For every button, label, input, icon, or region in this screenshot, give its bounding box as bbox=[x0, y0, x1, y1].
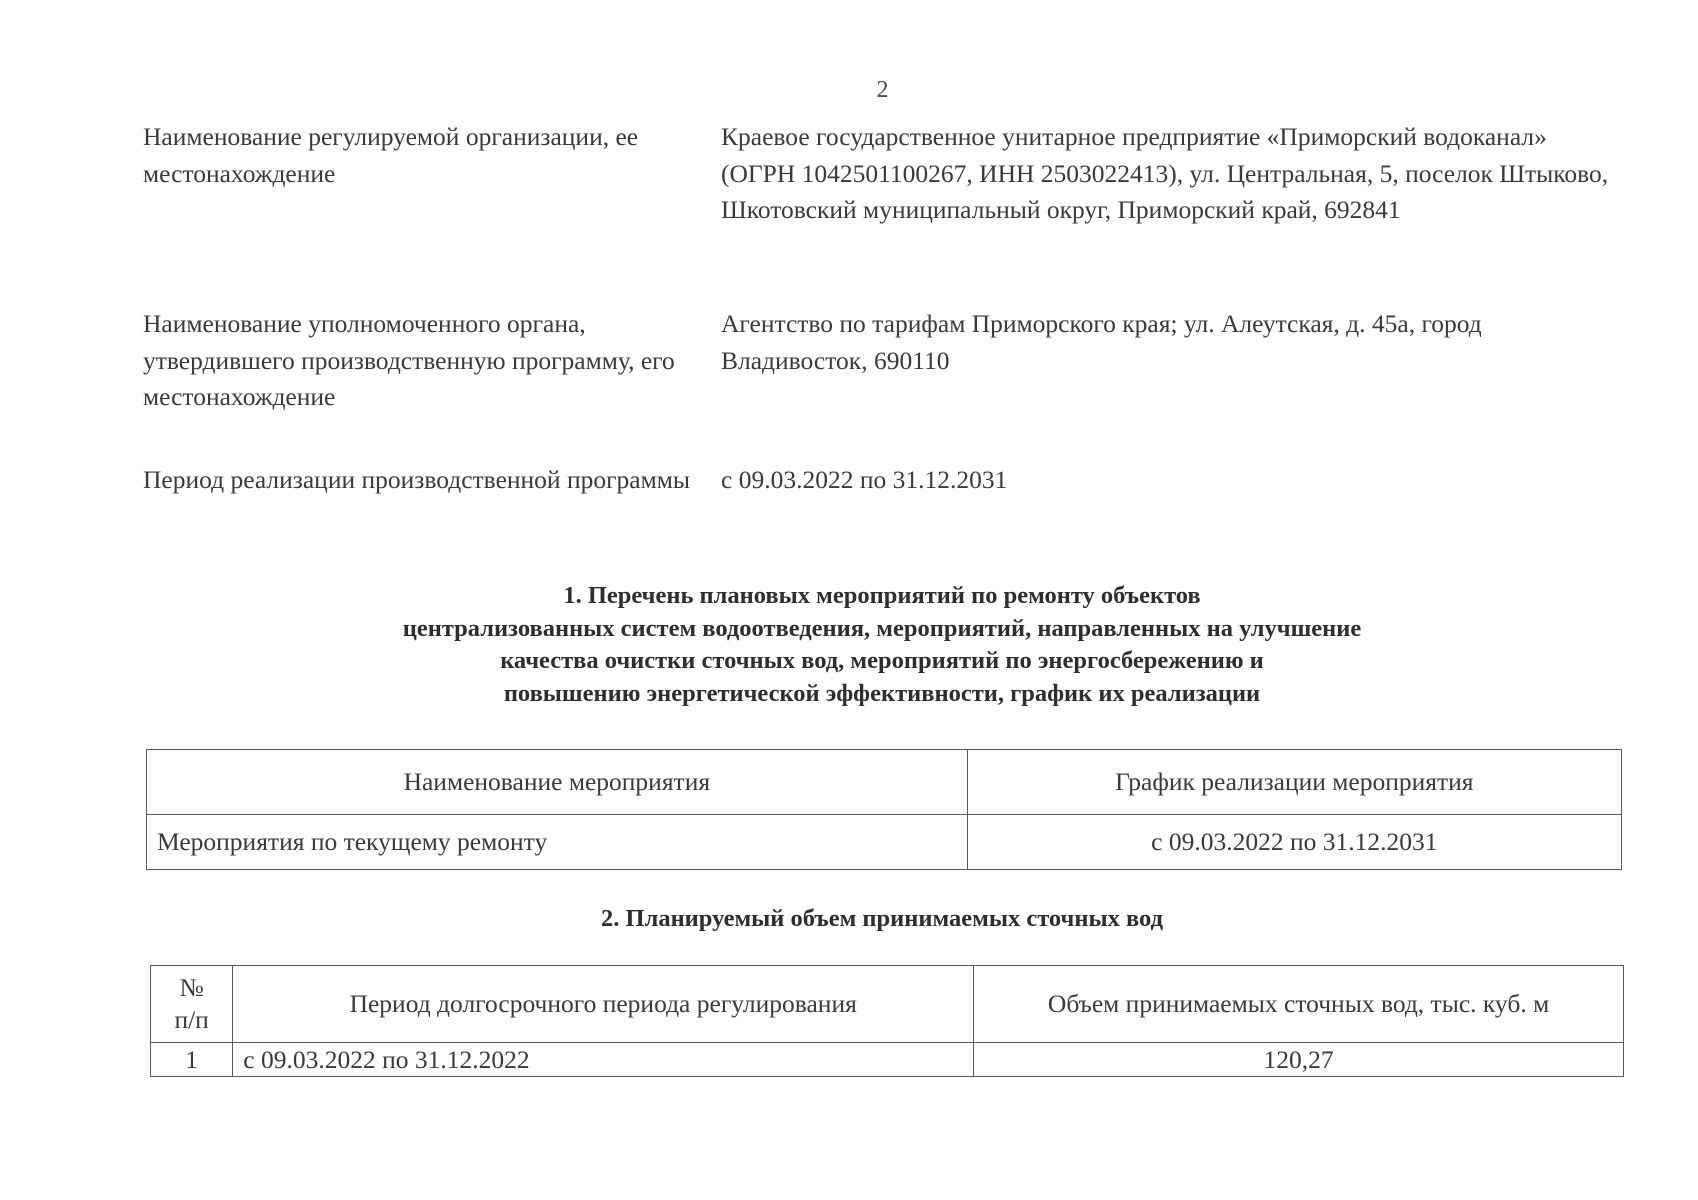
column-header-volume: Объем принимаемых сточных вод, тыс. куб. м bbox=[974, 966, 1624, 1043]
table-row bbox=[147, 815, 1622, 870]
info-value: с 09.03.2022 по 31.12.2031 bbox=[721, 465, 1008, 494]
info-value: Краевое государственное унитарное предприятие «Приморский водоканал» (ОГРН 1042501100267, ИНН 2503022413), ул. Центральная, 5, поселок Штыково, Шкотовский муниципальный округ, Приморский край, 692841 bbox=[721, 122, 1609, 224]
measures-table bbox=[146, 749, 1622, 870]
section-2-title: 2. Планируемый объем принимаемых сточных вод bbox=[601, 905, 1163, 932]
table-row bbox=[151, 1043, 1624, 1077]
column-header-number-line: п/п bbox=[174, 1005, 209, 1034]
table-header-row bbox=[147, 750, 1622, 815]
table-cell-measure-name: Мероприятия по текущему ремонту bbox=[147, 815, 968, 870]
column-header-number bbox=[151, 966, 233, 1043]
info-label: Период реализации производственной программы bbox=[143, 465, 691, 494]
table-cell-number: 1 bbox=[151, 1043, 233, 1077]
page-number: 2 bbox=[876, 77, 889, 103]
column-header-period: Период долгосрочного периода регулирования bbox=[233, 966, 974, 1043]
table-cell-volume: 120,27 bbox=[974, 1043, 1624, 1077]
info-label: Наименование уполномоченного органа, утвердившего производственную программу, его местонахождение bbox=[143, 309, 675, 411]
column-header-schedule: График реализации мероприятия bbox=[967, 750, 1621, 815]
section-1-title-line: повышению энергетической эффективности, график их реализации bbox=[503, 679, 1261, 707]
wastewater-volume-table bbox=[150, 965, 1624, 1077]
info-value: Агентство по тарифам Приморского края; ул. Алеутская, д. 45а, город Владивосток, 690110 bbox=[721, 309, 1482, 375]
section-1-title-line: 1. Перечень плановых мероприятий по ремонту объектов bbox=[563, 582, 1201, 609]
section-1-title-line: централизованных систем водоотведения, мероприятий, направленных на улучшение bbox=[402, 614, 1362, 642]
table-cell-period: с 09.03.2022 по 31.12.2022 bbox=[233, 1043, 974, 1077]
column-header-number-line: № bbox=[179, 973, 204, 1002]
section-1-title bbox=[143, 580, 1621, 710]
column-header-measure-name: Наименование мероприятия bbox=[147, 750, 968, 815]
table-header-row bbox=[151, 966, 1624, 1043]
info-label: Наименование регулируемой организации, ее местонахождение bbox=[143, 122, 639, 188]
table-cell-schedule: с 09.03.2022 по 31.12.2031 bbox=[967, 815, 1621, 870]
section-1-title-line: качества очистки сточных вод, мероприятий по энергосбережению и bbox=[500, 647, 1264, 674]
